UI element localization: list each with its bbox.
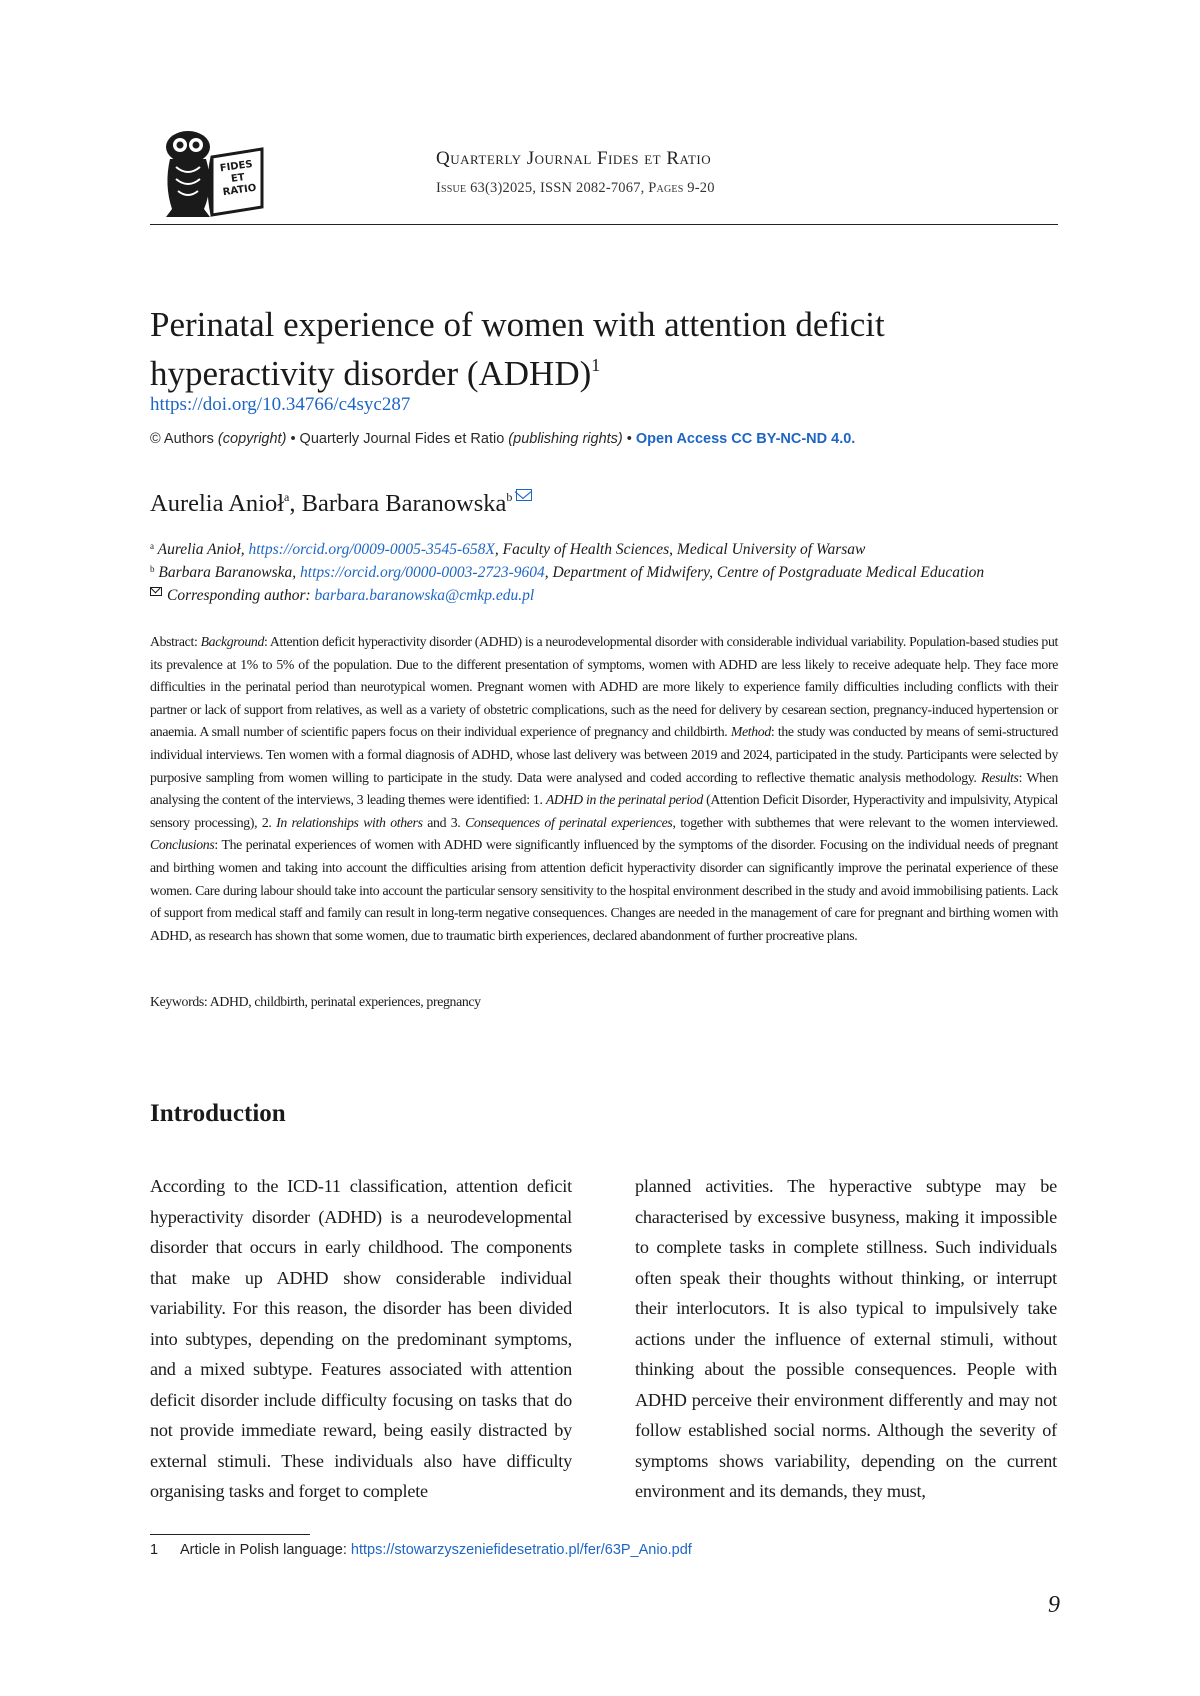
author-1: Aurelia Anioł: [150, 490, 285, 517]
affiliation-b-mark: b: [150, 564, 155, 574]
doi-link[interactable]: https://doi.org/10.34766/c4syc287: [150, 394, 411, 415]
title-footnote-mark[interactable]: 1: [591, 355, 601, 375]
abstract-method-label: Method: [730, 724, 771, 740]
abstract-results-text-3: and 3.: [422, 814, 466, 830]
abstract-theme-3: Consequences of perinatal experiences: [465, 814, 673, 830]
footnote-text: Article in Polish language:: [180, 1542, 351, 1558]
rights-publishing: (publishing rights): [508, 431, 623, 447]
article-title: [150, 300, 1060, 398]
footnote-number: 1: [150, 1542, 159, 1558]
affiliation-a-dept: , Faculty of Health Sciences, Medical University of Warsaw: [494, 541, 866, 558]
abstract-results-text-1: : When analysing the content of the interviews, 3 leading themes were identified: 1.: [150, 769, 1058, 808]
author-2: Barbara Baranowska: [301, 490, 507, 517]
affiliation-a-mark: a: [150, 541, 154, 551]
abstract-label: Abstract:: [150, 634, 198, 649]
logo-text: FIDES ET RATIO: [219, 158, 258, 199]
footnote-divider: [150, 1534, 310, 1535]
rights-prefix: © Authors: [150, 431, 214, 447]
page-number: 9: [1048, 1592, 1060, 1618]
abstract-results-label: Results: [981, 769, 1019, 785]
rights-journal: • Quarterly Journal Fides et Ratio: [290, 431, 505, 447]
abstract-theme-1: ADHD in the perinatal period: [545, 792, 703, 808]
open-access-link[interactable]: Open Access CC BY-NC-ND 4.0.: [635, 431, 856, 447]
keywords-label: Keywords:: [150, 994, 208, 1009]
affiliation-b-orcid-link[interactable]: https://orcid.org/0000-0003-2723-9604: [300, 564, 545, 581]
abstract-background-text: : Attention deficit hyperactivity disorder (ADHD) is a neurodevelopmental disorder with considerable individual variability. Population-based studies put its prevalence at 1% to 5% of the population. Due to the different presentation of symptoms, women with ADHD are less likely to receive adequate help. They face more difficulties in the perinatal period than neurotypical women. Pregnant women with ADHD are more likely to experience family difficulties including conflicts with their partner or lack of support from relatives, as well as a variety of obstetric complications, such as the need for delivery by cesarean section, pregnancy-induced hypertension or anaemia. A small number of scientific papers focus on their individual experience of pregnancy and childbirth.: [150, 634, 1058, 740]
envelope-icon[interactable]: [516, 489, 532, 501]
corresponding-label: Corresponding author:: [167, 587, 311, 604]
journal-name: Quarterly Journal Fides et Ratio: [436, 148, 712, 169]
author-1-mark: a: [284, 490, 290, 504]
keywords: [150, 994, 1058, 1010]
corresponding-email-link[interactable]: barbara.baranowska@cmkp.edu.pl: [314, 587, 535, 604]
abstract-conclusions-text: : The perinatal experiences of women with ADHD were significantly influenced by the symptoms of the disorder. Focusing on the individual needs of pregnant and birthing women and taking into account the difficulties arising from attention deficit hyperactivity disorder can significantly improve the perinatal experience of these women. Care during labour should take into account the particular sensory sensitivity to the hospital environment described in the study and avoid immobilising patients. Lack of support from medical staff and family can result in long-term negative consequences. Changes are needed in the management of care for pregnant and birthing women with ADHD, as research has shown that some women, due to traumatic birth experiences, declared abandonment of further procreative plans.: [150, 837, 1058, 943]
abstract-background-label: Background: [200, 634, 265, 649]
corresponding-author: [150, 587, 1070, 605]
rights-copyright: (copyright): [217, 431, 287, 447]
affiliation-b-dept: , Department of Midwifery, Centre of Postgraduate Medical Education: [544, 564, 985, 581]
intro-column-right: planned activities. The hyperactive subtype may be characterised by excessive busyness, making it impossible to complete tasks in complete stillness. Such individuals often speak their thoughts without thinking, or interrupt their interlocutors. It is also typical to impulsively take actions under the influence of external stimuli, without thinking about the possible consequences. People with ADHD perceive their environment differently and may not follow established social norms. Although the severity of symptoms shows variability, depending on the current environment and its demands, they must,: [635, 1176, 1057, 1501]
affiliation-b: [150, 564, 1070, 582]
abstract-theme-2: In relationships with others: [276, 814, 423, 830]
abstract-results-text-4: , together with subthemes that were relevant to the women interviewed.: [672, 814, 1058, 830]
abstract-results-text-2: (Attention Deficit Disorder, Hyperactivity and impulsivity, Atypical sensory processing), 2.: [150, 792, 1059, 830]
section-heading-introduction: Introduction: [150, 1100, 286, 1127]
intro-column-left: According to the ICD-11 classification, attention deficit hyperactivity disorder (ADHD) is a neurodevelopmental disorder that occurs in early childhood. The components that make up ADHD show considerable individual variability. For this reason, the disorder has been divided into subtypes, depending on the predominant symptoms, and a mixed subtype. Features associated with attention deficit disorder include difficulty focusing on tasks that do not provide immediate reward, being easily distracted by external stimuli. These individuals also have difficulty organising tasks and forget to complete: [150, 1176, 572, 1501]
author-separator: ,: [289, 490, 296, 517]
header-divider: [150, 224, 1058, 225]
journal-logo: [158, 127, 276, 221]
affiliation-a-orcid-link[interactable]: https://orcid.org/0009-0005-3545-658X: [248, 541, 495, 558]
abstract-method-text: : the study was conducted by means of semi-structured individual interviews. Ten women with a formal diagnosis of ADHD, whose last delivery was between 2019 and 2024, participated in the study. Participants were selected by purposive sampling from women willing to participate in the study. Data were analysed and coded according to reflective thematic analysis methodology.: [150, 724, 1058, 785]
article-title-text: Perinatal experience of women with attention deficit hyperactivity disorder (ADHD): [150, 305, 885, 393]
rights-line: [150, 431, 1060, 447]
author-2-mark: b: [506, 490, 513, 504]
envelope-small-icon: [150, 587, 162, 596]
author-list: [150, 489, 532, 518]
rights-separator: •: [626, 431, 632, 447]
footnote-link[interactable]: https://stowarzyszeniefidesetratio.pl/fer/63P_Anio.pdf: [350, 1542, 692, 1558]
affiliation-a: [150, 541, 1070, 559]
affiliation-a-name: Aurelia Anioł,: [157, 541, 245, 558]
footnote: [150, 1542, 1050, 1558]
abstract-conclusions-label: Conclusions: [150, 837, 215, 853]
issue-line: Issue 63(3)2025, ISSN 2082-7067, Pages 9-20: [436, 180, 715, 196]
abstract: [150, 631, 1058, 947]
affiliation-b-name: Barbara Baranowska,: [158, 564, 297, 581]
keywords-text: ADHD, childbirth, perinatal experiences, pregnancy: [209, 994, 481, 1009]
